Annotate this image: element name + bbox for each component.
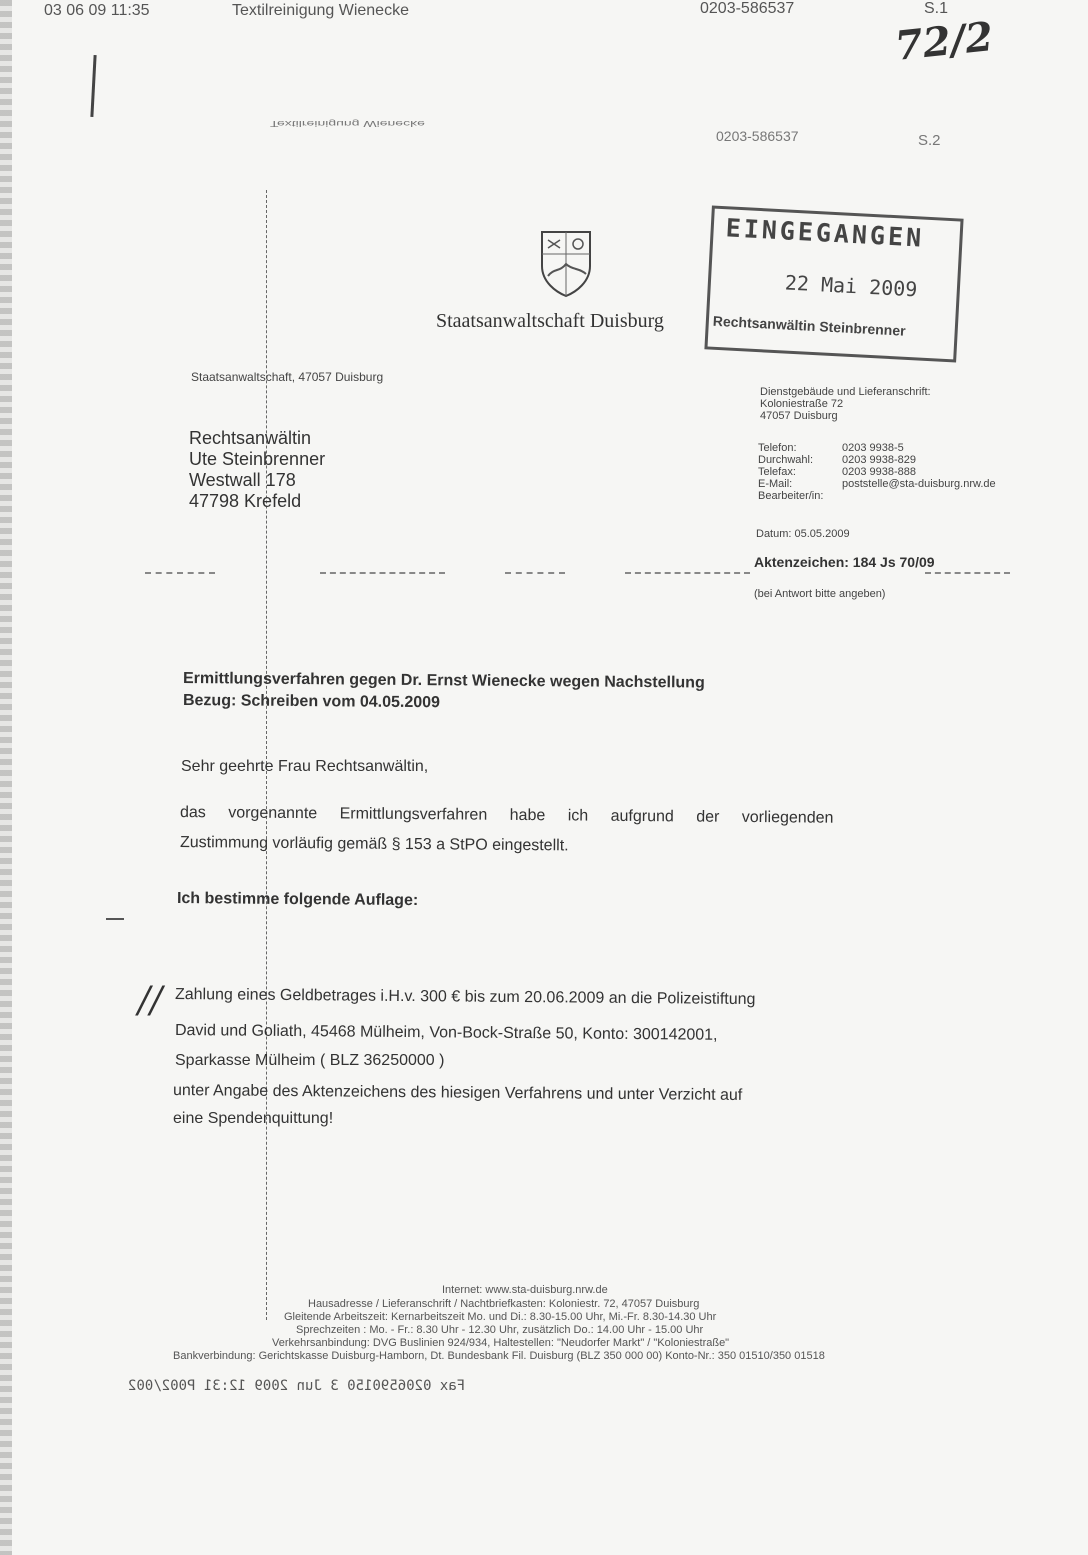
fax-phone-faint: 0203-586537 (716, 128, 799, 144)
scan-edge-strip (0, 0, 12, 1555)
margin-mark (106, 918, 124, 920)
fold-mark (320, 572, 445, 574)
footer-line: Gleitende Arbeitszeit: Kernarbeitszeit Mo. und Di.: 8.30-15.00 Uhr, Mi.-Fr. 8.30-14.30 Uhr (284, 1311, 717, 1323)
footer-line: Bankverbindung: Gerichtskasse Duisburg-Hamborn, Dt. Bundesbank Fil. Duisburg (BLZ 350 000 00) Konto-Nr.: 350 01510/350 01518 (173, 1350, 825, 1362)
contact-row (758, 466, 996, 478)
mirrored-fax-line (128, 1378, 465, 1394)
contact-row (758, 442, 996, 454)
fax-datetime: 03 06 09 11:35 (44, 2, 150, 19)
recipient-line: Ute Steinbrenner (189, 449, 326, 469)
file-reference: Aktenzeichen: 184 Js 70/09 (754, 554, 935, 570)
contact-value: 0203 9938-5 (842, 442, 904, 454)
contact-label: Durchwahl: (758, 454, 814, 466)
contact-label: E-Mail: (758, 478, 793, 490)
contact-block (758, 442, 996, 502)
stamp-title: EINGEGANGEN (725, 213, 925, 253)
recipient-line: 47798 Krefeld (189, 491, 302, 511)
contact-value: poststelle@sta-duisburg.nrw.de (842, 478, 996, 490)
handwritten-number: 72/2 (892, 13, 996, 70)
fax-page-number: S.1 (924, 0, 949, 17)
contact-value: 0203 9938-829 (842, 454, 917, 466)
fold-line (266, 190, 267, 1320)
condition-line: Zahlung eines Geldbetrages i.H.v. 300 € bis zum 20.06.2009 an die Polizeistiftung (174, 986, 756, 1009)
mirrored-fax-text: Fax 0206590150 3 Jun 2009 12:31 P002/002 (128, 1378, 466, 1394)
contact-label: Telefon: (758, 442, 797, 454)
fold-mark (625, 572, 750, 574)
recipient-address (189, 428, 325, 512)
recipient-line: Westwall 178 (189, 470, 296, 490)
handwritten-bar (90, 55, 96, 117)
fax-phone: 0203-586537 (700, 0, 795, 17)
condition-line: David und Goliath, 45468 Mülheim, Von-Bock-Straße 50, Konto: 300142001, (174, 1022, 718, 1044)
contact-label: Bearbeiter/in: (758, 490, 824, 502)
fold-mark (505, 572, 565, 574)
fax-sender: Textilreinigung Wienecke (232, 2, 409, 19)
fold-mark (145, 572, 215, 574)
received-stamp (704, 206, 963, 363)
salutation: Sehr geehrte Frau Rechtsanwältin, (181, 758, 429, 775)
contact-row (758, 454, 996, 466)
office-heading: Dienstgebäude und Lieferanschrift: (760, 386, 931, 398)
reference-line: Bezug: Schreiben vom 04.05.2009 (182, 692, 441, 712)
contact-label: Telefax: (758, 466, 796, 478)
authority-name: Staatsanwaltschaft Duisburg (436, 310, 664, 332)
footer-line: Verkehrsanbindung: DVG Buslinien 924/934, Haltestellen: "Neudorfer Markt" / "Koloniestraße" (272, 1337, 730, 1349)
file-reference-note: (bei Antwort bitte angeben) (754, 588, 886, 600)
instruction-line: Ich bestimme folgende Auflage: (176, 890, 419, 910)
condition-line: unter Angabe des Aktenzeichens des hiesigen Verfahrens und unter Verzicht auf (172, 1082, 743, 1104)
body-line: Zustimmung vorläufig gemäß § 153 a StPO eingestellt. (179, 834, 569, 855)
subject-line: Ermittlungsverfahren gegen Dr. Ernst Wienecke wegen Nachstellung (182, 670, 705, 692)
footer-line: Hausadresse / Lieferanschrift / Nachtbriefkasten: Koloniestr. 72, 47057 Duisburg (308, 1298, 700, 1310)
footer-line: Sprechzeiten : Mo. - Fr.: 8.30 Uhr - 12.30 Uhr, zusätzlich Do.: 14.00 Uhr - 15.00 Uhr (296, 1324, 704, 1336)
office-address (760, 386, 931, 422)
fax-sender-faint: Textilreinigung Wienecke (270, 119, 425, 129)
contact-row (758, 490, 996, 502)
condition-line: Sparkasse Mülheim ( BLZ 36250000 ) (175, 1052, 445, 1069)
stamp-recipient: Rechtsanwältin Steinbrenner (712, 312, 907, 339)
contact-row (758, 478, 996, 490)
handwritten-margin-mark: // (138, 980, 163, 1021)
recipient-line: Rechtsanwältin (189, 428, 312, 448)
footer-line: Internet: www.sta-duisburg.nrw.de (442, 1284, 608, 1296)
fold-mark (925, 572, 1010, 574)
nrw-crest-icon (536, 228, 596, 298)
return-address: Staatsanwaltschaft, 47057 Duisburg (191, 370, 384, 384)
body-line: das vorgenannte Ermittlungsverfahren habe ich aufgrund der vorliegenden (179, 804, 834, 827)
fax-page-number-2: S.2 (918, 132, 941, 149)
date-line: Datum: 05.05.2009 (756, 528, 850, 540)
office-city: 47057 Duisburg (760, 410, 838, 422)
office-street: Koloniestraße 72 (760, 398, 844, 410)
stamp-date: 22 Mai 2009 (784, 270, 918, 302)
contact-value: 0203 9938-888 (842, 466, 917, 478)
condition-line: eine Spendenquittung! (173, 1110, 334, 1127)
